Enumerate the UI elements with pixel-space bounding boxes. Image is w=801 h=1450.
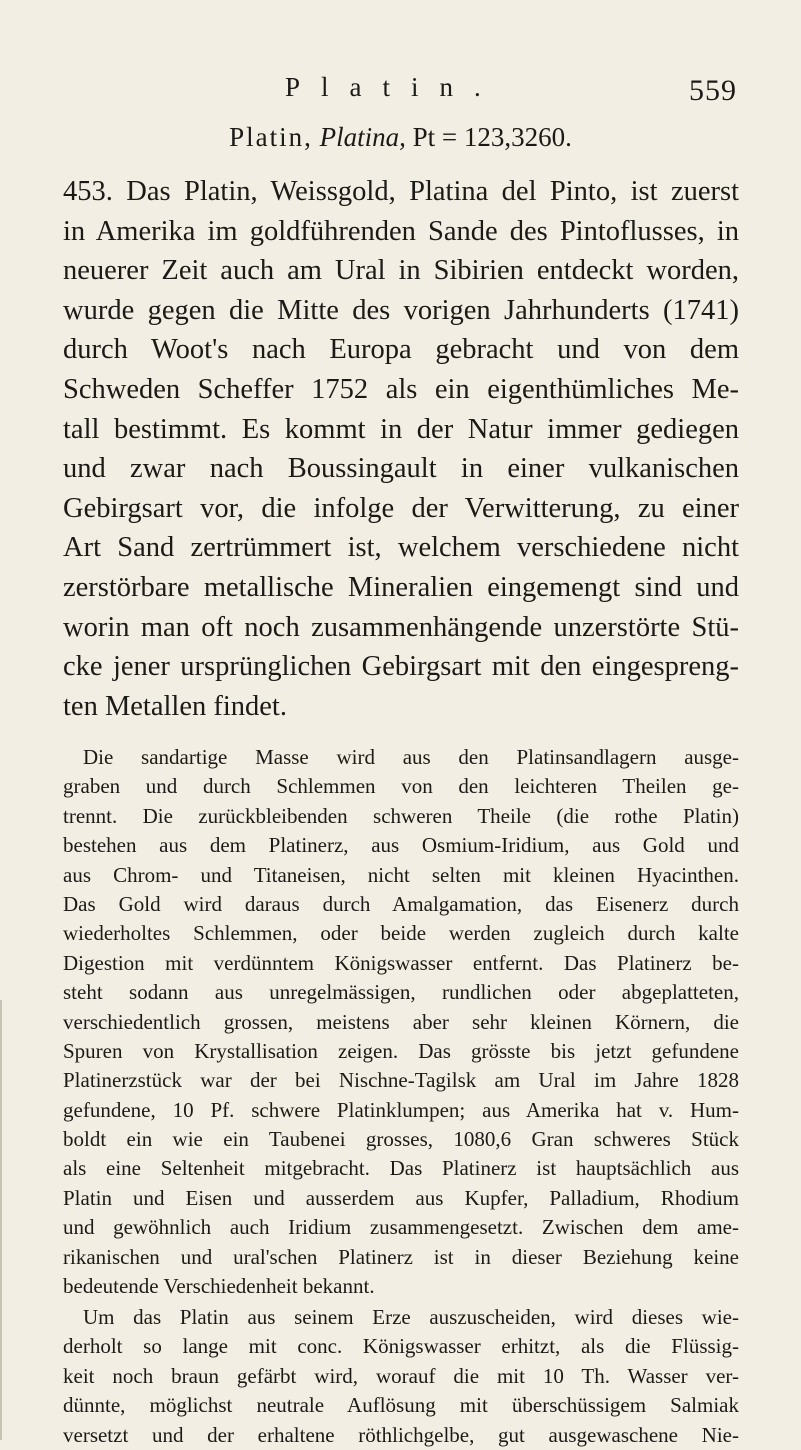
- latin-name: Platina,: [319, 122, 406, 152]
- text-line: neuerer Zeit auch am Ural in Sibirien entdeckt worden,: [63, 255, 739, 287]
- small-paragraph-2: [63, 1303, 739, 1450]
- text-line: Um das Platin aus seinem Erze auszuscheiden, wird dieses wie-: [83, 1305, 739, 1329]
- text-line: durch Woot's nach Europa gebracht und von dem: [63, 334, 739, 366]
- page-number: 559: [689, 74, 737, 107]
- text-line: 453. Das Platin, Weissgold, Platina del Pinto, ist zuerst: [63, 176, 739, 207]
- text-line: worin man oft noch zusammenhängende unzerstörte Stü-: [63, 611, 739, 643]
- text-line: als eine Seltenheit mitgebracht. Das Platinerz ist hauptsächlich aus: [63, 1156, 739, 1181]
- chapter-heading: [0, 122, 801, 153]
- text-line: dünnte, möglichst neutrale Auflösung mit überschüssigem Salmiak: [63, 1393, 739, 1418]
- binding-edge: [0, 1000, 14, 1440]
- text-line: graben und durch Schlemmen von den leichteren Theilen ge-: [63, 774, 739, 799]
- text-line: rikanischen und ural'schen Platinerz ist in dieser Beziehung keine: [63, 1244, 739, 1269]
- text-line: derholt so lange mit conc. Königswasser erhitzt, als die Flüssig-: [63, 1334, 739, 1359]
- text-line: Spuren von Krystallisation zeigen. Das grösste bis jetzt gefundene: [63, 1038, 739, 1063]
- text-line: ten Metallen findet.: [63, 690, 287, 722]
- text-line: Die sandartige Masse wird aus den Platinsandlagern ausge-: [83, 745, 739, 769]
- text-line: Gebirgsart vor, die infolge der Verwitterung, zu einer: [63, 492, 739, 524]
- text-line: verschiedentlich grossen, meistens aber sehr kleinen Körnern, die: [63, 1009, 739, 1034]
- text-line: wurde gegen die Mitte des vorigen Jahrhunderts (1741): [63, 294, 739, 326]
- text-line: wiederholtes Schlemmen, oder beide werden zugleich durch kalte: [63, 921, 739, 946]
- text-line: bedeutende Verschiedenheit bekannt.: [63, 1274, 375, 1299]
- text-line: keit noch braun gefärbt wird, worauf die mit 10 Th. Wasser ver-: [63, 1363, 739, 1388]
- text-line: und zwar nach Boussingault in einer vulkanischen: [63, 453, 739, 485]
- text-line: tall bestimmt. Es kommt in der Natur immer gediegen: [63, 413, 739, 445]
- text-line: steht sodann aus unregelmässigen, rundlichen oder abgeplatteten,: [63, 980, 739, 1005]
- small-paragraph-1: [63, 743, 739, 1301]
- text-line: zerstörbare metallische Mineralien eingemengt sind und: [63, 571, 739, 603]
- text-line: cke jener ursprünglichen Gebirgsart mit den eingespreng-: [63, 651, 739, 683]
- text-line: in Amerika im goldführenden Sande des Pintoflusses, in: [63, 215, 739, 247]
- main-paragraph: [63, 172, 739, 726]
- text-line: und gewöhnlich auch Iridium zusammengesetzt. Zwischen dem ame-: [63, 1215, 739, 1240]
- running-title: Platin.: [285, 72, 502, 102]
- atomic-formula: Pt = 123,3260.: [412, 122, 572, 152]
- text-line: Platinerzstück war der bei Nischne-Tagilsk am Ural im Jahre 1828: [63, 1068, 739, 1093]
- text-line: Digestion mit verdünntem Königswasser entfernt. Das Platinerz be-: [63, 950, 739, 975]
- element-name: Platin,: [229, 122, 313, 152]
- running-head: [0, 72, 801, 112]
- text-line: Das Gold wird daraus durch Amalgamation, das Eisenerz durch: [63, 891, 739, 916]
- text-line: Platin und Eisen und ausserdem aus Kupfer, Palladium, Rhodium: [63, 1185, 739, 1210]
- text-line: aus Chrom- und Titaneisen, nicht selten mit kleinen Hyacinthen.: [63, 862, 739, 887]
- text-line: Schweden Scheffer 1752 als ein eigenthümliches Me-: [63, 373, 739, 405]
- text-line: bestehen aus dem Platinerz, aus Osmium-Iridium, aus Gold und: [63, 833, 739, 858]
- text-line: boldt ein wie ein Taubenei grosses, 1080,6 Gran schweres Stück: [63, 1127, 739, 1152]
- text-line: Art Sand zertrümmert ist, welchem verschiedene nicht: [63, 532, 739, 564]
- text-line: gefundene, 10 Pf. schwere Platinklumpen; aus Amerika hat v. Hum-: [63, 1097, 739, 1122]
- text-line: trennt. Die zurückbleibenden schweren Theile (die rothe Platin): [63, 803, 739, 828]
- text-line: versetzt und der erhaltene röthlichgelbe, gut ausgewaschene Nie-: [63, 1422, 739, 1447]
